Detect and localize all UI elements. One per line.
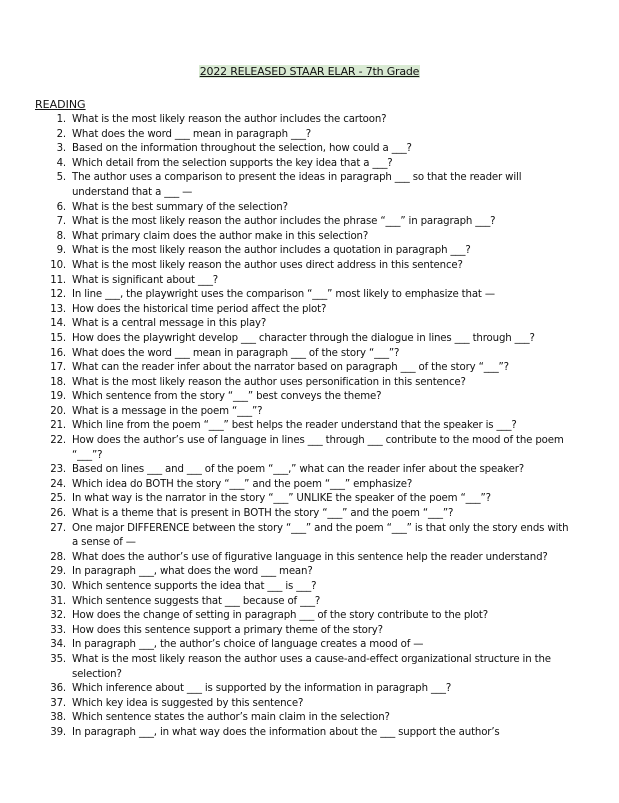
question-item <box>0 565 577 580</box>
question-text: What is the most likely reason the author includes the phrase “___” in paragraph ___? <box>72 216 496 228</box>
document-title-line <box>0 65 619 79</box>
question-text: Which sentence suggests that ___ because of ___? <box>72 595 321 607</box>
question-number: 10. <box>50 259 66 271</box>
question-item <box>0 653 577 682</box>
question-text: What is a message in the poem “___”? <box>72 405 263 417</box>
question-item <box>0 347 577 362</box>
question-text: Based on lines ___ and ___ of the poem “___,” what can the reader infer about the speaker? <box>72 464 525 476</box>
question-number: 6. <box>56 201 66 213</box>
question-number: 18. <box>50 376 66 388</box>
question-number: 25. <box>50 493 66 505</box>
question-number: 39. <box>50 726 66 738</box>
question-number: 26. <box>50 508 66 520</box>
question-number: 13. <box>50 303 66 315</box>
question-item <box>0 113 577 128</box>
question-text: Which line from the poem “___” best helps the reader understand that the speaker is ___? <box>72 420 517 432</box>
question-number: 27. <box>50 522 66 534</box>
question-text: Which key idea is suggested by this sentence? <box>72 697 304 709</box>
question-item <box>0 201 577 216</box>
question-text: How does the author’s use of language in lines ___ through ___ contribute to the mood of the poem “___”? <box>72 435 564 461</box>
question-item <box>0 595 577 610</box>
question-item <box>0 463 577 478</box>
question-item <box>0 274 577 289</box>
question-number: 31. <box>50 595 66 607</box>
question-text: What is the most likely reason the author includes a quotation in paragraph ___? <box>72 245 471 257</box>
question-text: What can the reader infer about the narrator based on paragraph ___ of the story “___”? <box>72 362 509 374</box>
question-number: 36. <box>50 683 66 695</box>
question-item <box>0 128 577 143</box>
section-heading: READING <box>35 98 86 111</box>
question-item <box>0 419 577 434</box>
question-item <box>0 332 577 347</box>
question-item <box>0 682 577 697</box>
question-item <box>0 711 577 726</box>
question-number: 2. <box>56 128 66 140</box>
question-item <box>0 171 577 200</box>
question-number: 38. <box>50 712 66 724</box>
question-text: Which sentence supports the idea that ___ is ___? <box>72 581 317 592</box>
question-number: 30. <box>50 581 66 592</box>
question-text: What does the word ___ mean in paragraph ___ of the story “___”? <box>72 347 400 359</box>
question-list <box>0 113 577 741</box>
question-number: 33. <box>50 624 66 636</box>
question-text: What is a central message in this play? <box>72 318 267 330</box>
question-item <box>0 317 577 332</box>
question-item <box>0 157 577 172</box>
question-item <box>0 609 577 624</box>
question-number: 4. <box>56 157 66 169</box>
question-text: Which idea do BOTH the story “___” and the poem “___” emphasize? <box>72 478 413 490</box>
question-text: In paragraph ___, the author’s choice of language creates a mood of — <box>72 639 424 651</box>
question-item <box>0 697 577 712</box>
question-item <box>0 376 577 391</box>
question-text: How does the change of setting in paragraph ___ of the story contribute to the plot? <box>72 610 489 622</box>
question-number: 1. <box>56 114 66 125</box>
question-number: 3. <box>56 143 66 155</box>
question-item <box>0 478 577 493</box>
question-text: Which detail from the selection supports the key idea that a ___? <box>72 157 393 169</box>
question-text: Based on the information throughout the selection, how could a ___? <box>72 143 412 155</box>
question-text: What is the most likely reason the author uses a cause-and-effect organizational structure in the selection? <box>72 653 551 680</box>
question-number: 11. <box>50 274 66 286</box>
question-text: The author uses a comparison to present the ideas in paragraph ___ so that the reader will understand that a ___ — <box>72 172 522 198</box>
question-text: What is the most likely reason the author uses personification in this sentence? <box>72 376 466 388</box>
question-item <box>0 522 577 551</box>
question-text: Which sentence from the story “___” best conveys the theme? <box>72 391 382 403</box>
question-text: What is the most likely reason the author includes the cartoon? <box>72 114 387 125</box>
question-item <box>0 507 577 522</box>
question-number: 5. <box>56 172 66 184</box>
question-number: 37. <box>50 697 66 709</box>
question-text: In line ___, the playwright uses the comparison “___” most likely to emphasize that — <box>72 289 495 301</box>
question-text: In paragraph ___, in what way does the information about the ___ support the author’s <box>72 726 500 738</box>
question-text: How does the playwright develop ___ character through the dialogue in lines ___ through ___? <box>72 332 535 344</box>
question-item <box>0 638 577 653</box>
question-number: 29. <box>50 566 66 578</box>
question-item <box>0 361 577 376</box>
question-number: 22. <box>50 435 66 447</box>
question-text: What does the author’s use of figurative language in this sentence help the reader understand? <box>72 551 548 563</box>
question-number: 34. <box>50 639 66 651</box>
question-number: 8. <box>56 230 66 242</box>
question-item <box>0 303 577 318</box>
question-number: 12. <box>50 289 66 301</box>
question-text: How does this sentence support a primary theme of the story? <box>72 624 383 636</box>
question-item <box>0 142 577 157</box>
question-text: One major DIFFERENCE between the story “___” and the poem “___” is that only the story ends with a sense of — <box>72 522 569 549</box>
question-item <box>0 624 577 639</box>
question-text: What is the most likely reason the author uses direct address in this sentence? <box>72 259 463 271</box>
question-number: 28. <box>50 551 66 563</box>
question-text: What is a theme that is present in BOTH the story “___” and the poem “___”? <box>72 508 454 520</box>
question-number: 24. <box>50 478 66 490</box>
question-number: 21. <box>50 420 66 432</box>
question-number: 35. <box>50 653 66 665</box>
question-number: 14. <box>50 318 66 330</box>
question-number: 23. <box>50 464 66 476</box>
question-number: 17. <box>50 362 66 374</box>
question-text: What does the word ___ mean in paragraph ___? <box>72 128 312 140</box>
question-text: Which sentence states the author’s main claim in the selection? <box>72 712 390 724</box>
question-text: What is significant about ___? <box>72 274 219 286</box>
question-text: How does the historical time period affect the plot? <box>72 303 327 315</box>
question-item <box>0 726 577 741</box>
question-number: 7. <box>56 216 66 228</box>
question-number: 16. <box>50 347 66 359</box>
question-item <box>0 259 577 274</box>
question-text: What is the best summary of the selection? <box>72 201 288 213</box>
question-item <box>0 390 577 405</box>
question-number: 9. <box>56 245 66 257</box>
question-text: Which inference about ___ is supported by the information in paragraph ___? <box>72 683 452 695</box>
question-item <box>0 230 577 245</box>
question-text: In what way is the narrator in the story “___” UNLIKE the speaker of the poem “___”? <box>72 493 491 505</box>
question-item <box>0 551 577 566</box>
question-item <box>0 580 577 595</box>
question-item <box>0 244 577 259</box>
question-item <box>0 288 577 303</box>
question-item <box>0 434 577 463</box>
question-text: What primary claim does the author make in this selection? <box>72 230 369 242</box>
question-number: 19. <box>50 391 66 403</box>
question-item <box>0 492 577 507</box>
question-item <box>0 215 577 230</box>
question-number: 32. <box>50 610 66 622</box>
question-number: 15. <box>50 332 66 344</box>
question-text: In paragraph ___, what does the word ___ mean? <box>72 566 313 578</box>
document-title: 2022 RELEASED STAAR ELAR - 7th Grade <box>199 65 420 78</box>
question-number: 20. <box>50 405 66 417</box>
question-item <box>0 405 577 420</box>
